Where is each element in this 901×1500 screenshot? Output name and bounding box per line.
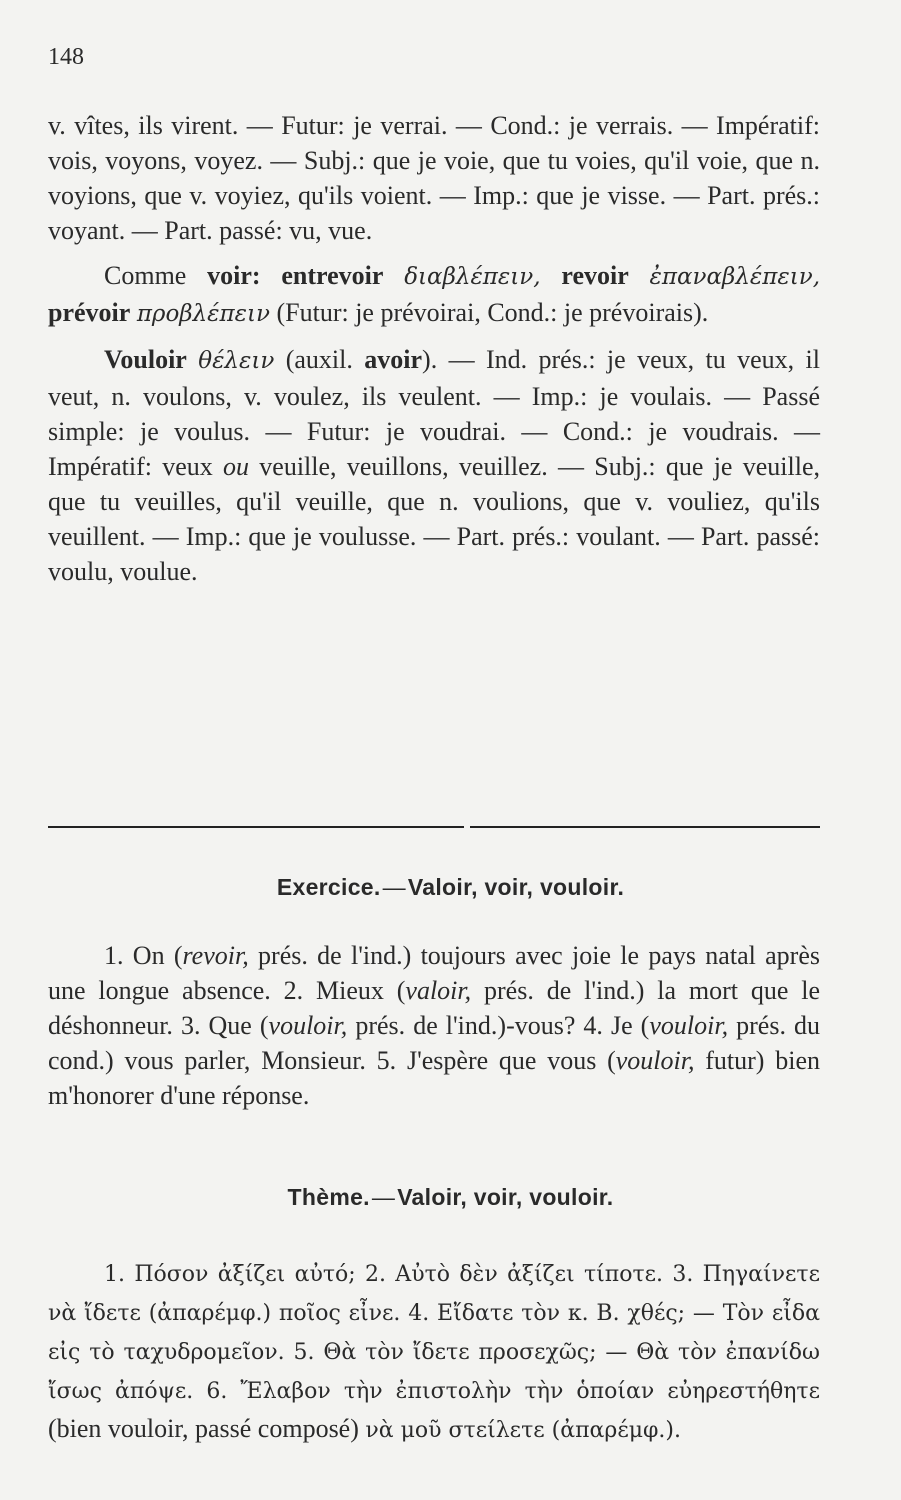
page-number: 148 bbox=[48, 44, 84, 70]
exercice-text: 1. On (revoir, prés. de l'ind.) toujours avec joie le pays natal après une longue absence. 2. Mieux (valoir, prés. de l'ind.) la mort que le déshonneur. 3. Que (vouloir, prés. de l'ind.)-vous? 4. Je (vouloir, prés. du cond.) vous parler, Monsieur. 5. J'espère que vous (vouloir, futur) bien m'honorer d'une réponse. bbox=[48, 941, 820, 1110]
greek-entrevoir: διαβλέπειν, bbox=[404, 264, 541, 290]
divider-left bbox=[48, 826, 464, 828]
term-entrevoir: entrevoir bbox=[281, 261, 384, 290]
greek-vouloir: θέλειν bbox=[198, 348, 275, 374]
term-prevoir: prévoir bbox=[48, 298, 131, 327]
conjugation-section bbox=[48, 108, 820, 589]
term-vouloir: Vouloir bbox=[104, 345, 187, 374]
term-avoir: avoir bbox=[364, 345, 423, 374]
theme-section bbox=[48, 1254, 820, 1449]
paragraph-comme-voir: Comme voir: entrevoir διαβλέπειν, revoir ἐπαναβλέπειν, prévoir προβλέπειν (Futur: je prévoirai, Cond.: je prévoirais). bbox=[48, 261, 821, 327]
greek-prevoir: προβλέπειν bbox=[136, 301, 270, 327]
theme-text: 1. Πόσον ἀξίζει αὐτό; 2. Αὐτὸ δὲν ἀξίζει τίποτε. 3. Πηγαίνετε νὰ ἴδετε (ἀπαρέμφ.) ποῖος εἶνε. 4. Εἴδατε τὸν κ. Β. χθές; — Τὸν εἶδα εἰς τὸ ταχυδρομεῖον. 5. Θὰ τὸν ἴδετε προσεχῶς; — Θὰ τὸν ἐπανίδω ἴσως ἀπόψε. 6. Ἔλαβον τὴν ἐπιστολὴν τὴν ὁποίαν εὐηρεστήθητε (bien vouloir, passé composé) νὰ μοῦ στείλετε (ἀπαρέμφ.). bbox=[48, 1262, 820, 1443]
exercice-section bbox=[48, 938, 820, 1113]
term-voir: voir: bbox=[207, 261, 261, 290]
divider-right bbox=[470, 826, 820, 828]
paragraph-vouloir: Vouloir θέλειν (auxil. avoir). — Ind. prés.: je veux, tu veux, il veut, n. voulons, v. voulez, ils veulent. — Imp.: je voulais. — Passé simple: je voulus. — Futur: je voudrai. — Cond.: je voudrais. — Impératif: veux ou veuille, veuillons, veuillez. — Subj.: que je veuille, que tu veuilles, qu'il veuille, que n. voulions, que v. vouliez, qu'ils veuillent. — Imp.: que je voulusse. — Part. prés.: voulant. — Part. passé: voulu, voulue. bbox=[48, 345, 820, 586]
term-revoir: revoir bbox=[561, 261, 629, 290]
theme-heading: Thème.—Valoir, voir, vouloir. bbox=[287, 1184, 614, 1210]
greek-revoir: ἐπαναβλέπειν, bbox=[649, 264, 821, 290]
exercice-heading: Exercice.—Valoir, voir, vouloir. bbox=[276, 874, 625, 900]
word-ou: ou bbox=[223, 452, 250, 481]
paragraph-voir-conjugation: v. vîtes, ils virent. — Futur: je verrai. — Cond.: je verrais. — Impératif: vois, voyons, voyez. — Subj.: que je voie, que tu voies, qu'il voie, que n. voyions, que v. voyiez, qu'ils voient. — Imp.: que je visse. — Part. prés.: voyant. — Part. passé: vu, vue. bbox=[48, 111, 820, 245]
